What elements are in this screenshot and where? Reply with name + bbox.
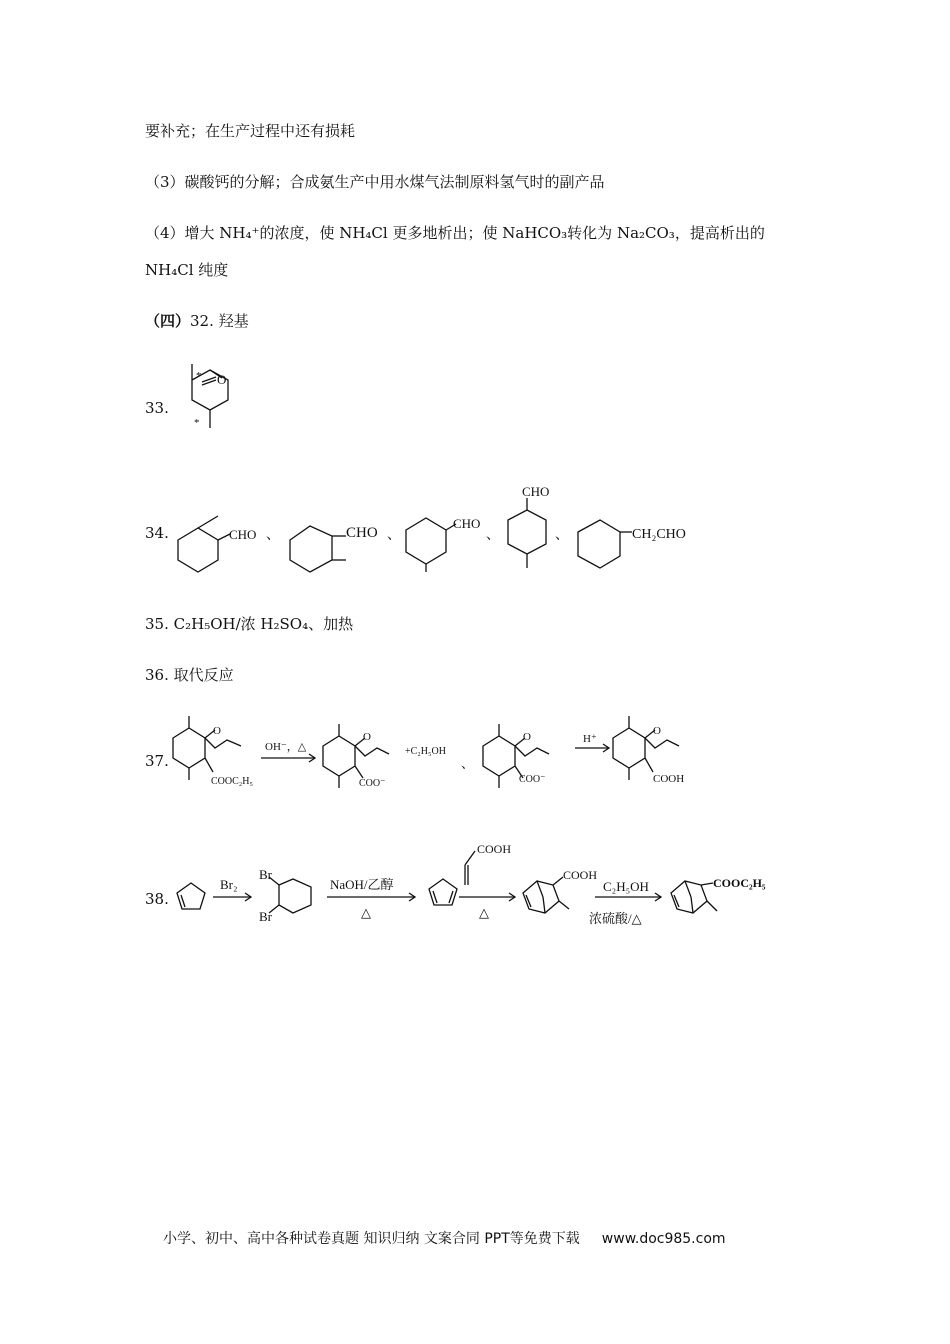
q34-isomers [170, 480, 730, 580]
reagent-ethanol: C₂H₅OH [603, 879, 649, 894]
heat-symbol: △ [361, 905, 371, 920]
acid-label: COOH [653, 773, 685, 785]
ester-label: COOC₂H₅ [211, 776, 253, 787]
cho-label: CHO [522, 484, 550, 499]
q37-scheme [165, 710, 725, 800]
question-36: 36. 取代反应 [145, 666, 234, 684]
bromine-label: Br [259, 909, 272, 924]
footer-url[interactable]: www.doc985.com [601, 1231, 726, 1247]
q33-ketone [165, 360, 255, 440]
separator: 、 [555, 528, 569, 543]
question-35: 35. C₂H₅OH/浓 H₂SO₄、加热 [145, 615, 354, 633]
condition-oh-heat: OH⁻，△ [265, 741, 307, 753]
cho-label: CHO [453, 516, 481, 531]
cho-label: CHO [229, 527, 257, 542]
q37-label: 37. [145, 752, 169, 770]
answer-line-1: 要补充；在生产过程中还有损耗 [145, 122, 356, 140]
carbonyl-o: O [213, 725, 221, 737]
acid-label: COOH [477, 842, 512, 856]
carbonyl-o: O [653, 725, 661, 737]
condition-h-plus: H⁺ [583, 733, 597, 745]
q32-answer: 32. 羟基 [190, 312, 249, 330]
page-footer [163, 1228, 726, 1248]
ester-label: COOC₂H₅ [713, 876, 766, 890]
carbonyl-o: O [363, 731, 371, 743]
ch2cho-label: CH₂CHO [632, 527, 686, 542]
q33-label: 33. [145, 399, 169, 417]
q34-label: 34. [145, 524, 169, 542]
bromine-label: Br [259, 867, 272, 882]
separator: 、 [486, 528, 500, 543]
reagent-conc-h2so4: 浓硫酸/△ [589, 911, 642, 926]
heat-symbol: △ [479, 905, 489, 920]
carboxylate-label: COO⁻ [519, 774, 546, 785]
section-four-mark: （四） [145, 312, 191, 330]
answer-item-4-line-2: NH₄Cl 纯度 [145, 261, 229, 279]
answer-item-3: （3）碳酸钙的分解；合成氨生产中用水煤气法制原料氢气时的副产品 [145, 173, 605, 191]
carbonyl-o: O [523, 731, 531, 743]
acid-label: COOH [563, 868, 598, 882]
carboxylate-label: COO⁻ [359, 778, 386, 789]
separator: 、 [266, 528, 280, 543]
separator: 、 [461, 756, 475, 771]
separator: 、 [387, 528, 401, 543]
q38-label: 38. [145, 890, 169, 908]
q38-scheme [165, 835, 785, 935]
answer-item-4-line-1: （4）增大 NH₄⁺的浓度，使 NH₄Cl 更多地析出；使 NaHCO₃转化为 Na₂CO₃，提高析出的 [145, 224, 765, 242]
footer-text: 小学、初中、高中各种试卷真题 知识归纳 文案合同 PPT等免费下载 [163, 1231, 580, 1247]
cho-label: CHO [346, 525, 378, 541]
reagent-br2: Br₂ [220, 877, 238, 892]
carbonyl-o: O [217, 372, 227, 387]
question-32 [145, 310, 249, 331]
chiral-star: * [194, 417, 200, 429]
reagent-naoh-ethanol: NaOH/乙醇 [330, 877, 394, 892]
chiral-star: * [196, 370, 202, 382]
ethanol-byproduct: +C₂H₅OH [405, 746, 446, 757]
